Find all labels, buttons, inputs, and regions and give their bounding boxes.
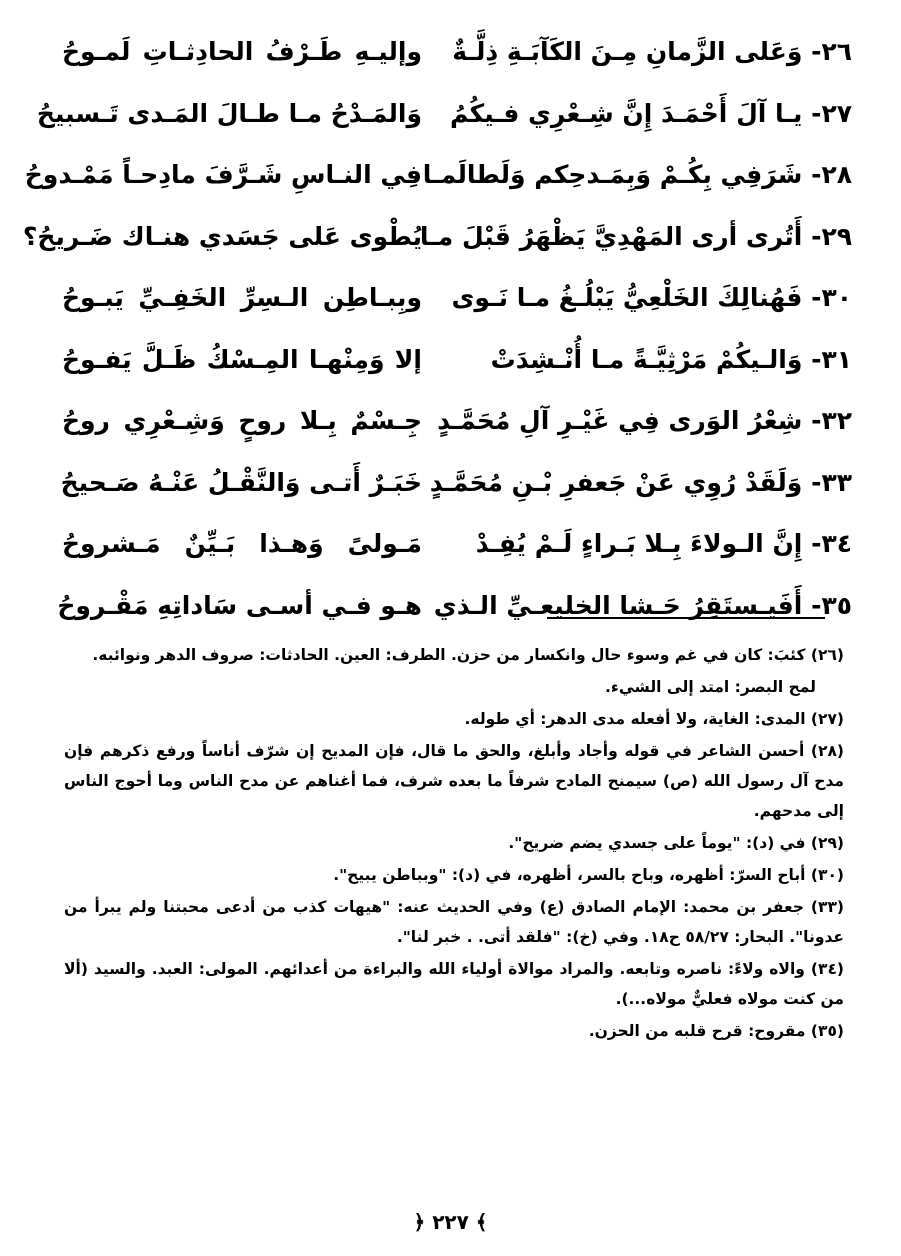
verse-first-text: أَتُرى أرى المَهْدِيَّ يَظْهَرُ قَبْلَ مـا bbox=[419, 221, 803, 251]
verse-number: ٣٢- bbox=[811, 406, 852, 435]
verse-first-text: فَهُنالِكَ الخَلْعِيُّ يَبْلُـغُ مـا نَـوى bbox=[451, 283, 803, 312]
verse-second-hemistich: خَبَـرٌ أَتـى وَالنَّقْـلُ عَنْـهُ صَـحيحُ bbox=[60, 467, 422, 497]
verse-number: ٢٦- bbox=[811, 37, 852, 66]
verse-number: ٣٤- bbox=[811, 529, 852, 558]
footnote: (٣٤) والاه ولاءً: ناصره وتابعه. والمراد موالاة أولياء الله والبراءة من أعدائهم. المولى: العبد. والسيد (ألا من كنت مولاه فعليٌّ مولاه...). bbox=[64, 960, 844, 1008]
verse-first-text: شَرَفِي بِكُـمْ وَبِمَـدحِكم وَلَطالَمـا bbox=[422, 160, 803, 189]
verse-number: ٢٩- bbox=[811, 221, 852, 251]
verse-second-hemistich: يُطْوى عَلى جَسَدي هنـاك ضَـريحُ؟ bbox=[22, 221, 422, 251]
verse-first-hemistich bbox=[475, 524, 852, 564]
verse-line bbox=[62, 516, 852, 578]
footnotes bbox=[64, 640, 844, 1048]
verse-first-text: شِعْرُ الوَرى فِي غَيْـرِ آلِ مُحَمَّـدٍ bbox=[437, 406, 803, 435]
verse-line bbox=[62, 455, 852, 517]
verse-first-hemistich bbox=[419, 217, 852, 257]
verse-first-hemistich bbox=[437, 401, 852, 441]
verse-second-hemistich: مَـولىً وَهـذا بَـيِّنٌ مَـشروحُ bbox=[62, 529, 422, 558]
footnote: (٢٧) المدى: الغاية، ولا أفعله مدى الدهر: أي طوله. bbox=[464, 710, 844, 728]
verse-first-text: يـا آلَ أَحْمَـدَ إِنَّ شِـعْرِي فـيكُمُ bbox=[450, 98, 803, 128]
footnote: (٢٦) كئبَ: كان في غم وسوء حال وانكسار من حزن. الطرف: العين. الحادثات: صروف الدهر ونوائبه. bbox=[92, 646, 844, 664]
verse-second-hemistich: إلا وَمِنْهـا المِـسْكُ ظَـلَّ يَفـوحُ bbox=[62, 344, 422, 374]
verse-line bbox=[62, 24, 852, 86]
verse-line bbox=[36, 86, 852, 148]
verse-second-hemistich: هـو فـي أسـى سَاداتِهِ مَقْـروحُ bbox=[57, 590, 422, 620]
verse-line bbox=[24, 147, 852, 209]
verse-number: ٣٣- bbox=[811, 467, 852, 497]
poem bbox=[22, 24, 852, 639]
verse-second-hemistich: فِي النـاسِ شَـرَّفَ مادِحـاً مَمْـدوحُ bbox=[24, 160, 422, 189]
verse-line bbox=[22, 209, 852, 271]
verse-second-hemistich: جِـسْمٌ بِـلا روحٍ وَشِـعْرِي روحُ bbox=[62, 406, 422, 435]
verse-line bbox=[62, 270, 852, 332]
verse-first-text: وَعَلى الزَّمانِ مِـنَ الكَآبَـةِ ذِلَّـةٌ bbox=[452, 37, 803, 66]
verse-first-hemistich bbox=[452, 32, 852, 72]
verse-first-hemistich bbox=[429, 463, 852, 503]
verse-number: ٣١- bbox=[811, 344, 852, 374]
footnote-separator bbox=[547, 617, 825, 619]
footnote: (٣٣) جعفر بن محمد: الإمام الصادق (ع) وفي الحديث عنه: "هيهات كذب من أدعى محبتنا ولم يبرأ من عدونا". البحار: ٥٨/٢٧ ح١٨. وفي (خ): "فلقد أتى. . خبر لنا". bbox=[64, 898, 844, 946]
verse-first-hemistich bbox=[492, 340, 852, 380]
footnote: لمح البصر: امتد إلى الشيء. bbox=[605, 678, 816, 696]
verse-number: ٣٠- bbox=[811, 283, 852, 312]
verse-first-hemistich bbox=[450, 94, 852, 134]
footnote: (٣٥) مقروح: قرح قلبه من الحزن. bbox=[588, 1022, 844, 1040]
verse-second-hemistich: وَالمَـدْحُ مـا طـالَ المَـدى تَـسبيحُ bbox=[36, 98, 422, 128]
verse-first-text: وَلَقَدْ رُوِي عَنْ جَعفرِ بْـنِ مُحَمَّـدٍ bbox=[429, 467, 803, 497]
verse-line bbox=[62, 332, 852, 394]
verse-number: ٣٥- bbox=[811, 590, 852, 620]
verse-number: ٢٧- bbox=[811, 98, 852, 128]
verse-number: ٢٨- bbox=[811, 160, 852, 189]
verse-line bbox=[62, 393, 852, 455]
footnote: (٢٩) في (د): "يوماً على جسدي يضم ضريح". bbox=[508, 834, 844, 852]
verse-first-hemistich bbox=[422, 155, 852, 195]
verse-first-text: وَالـيكُمْ مَرْثِيَّـةً مـا أُنْـشِدَتْ bbox=[490, 344, 803, 374]
verse-second-hemistich: وبِبـاطِن الـسِرِّ الخَفِـيِّ يَبـوحُ bbox=[62, 283, 422, 312]
verse-first-text: أَفَيـستَقِرُ حَـشا الخليعـيِّ الـذي bbox=[433, 590, 803, 620]
verse-first-hemistich bbox=[451, 278, 852, 318]
footnote: (٣٠) أباح السرّ: أظهره، وباح بالسر، أظهره، في (د): "وبباطن يبيح". bbox=[333, 866, 844, 884]
page-number: ﴾ ٢٢٧ ﴿ bbox=[413, 1210, 488, 1234]
footnote: (٢٨) أحسن الشاعر في قوله وأجاد وأبلغ، والحق ما قال، فإن المديح إن شرّف أناساً ورفع ذكرهم فإن مدح آل رسول الله (ص) سيمنح المادح شرفاً ما بعده شرف، فما أغناهم عن مدح الناس وما أحوج الناس إلى مدحهم. bbox=[64, 742, 844, 820]
verse-first-hemistich bbox=[433, 586, 852, 626]
verse-first-text: إِنَّ الـولاءَ بِـلا بَـراءٍ لَـمْ يُفِـدْ bbox=[475, 529, 803, 558]
verse-second-hemistich: وإليـهِ طَـرْفُ الحادِثـاتِ لَمـوحُ bbox=[62, 37, 422, 66]
verse-line bbox=[57, 578, 852, 640]
